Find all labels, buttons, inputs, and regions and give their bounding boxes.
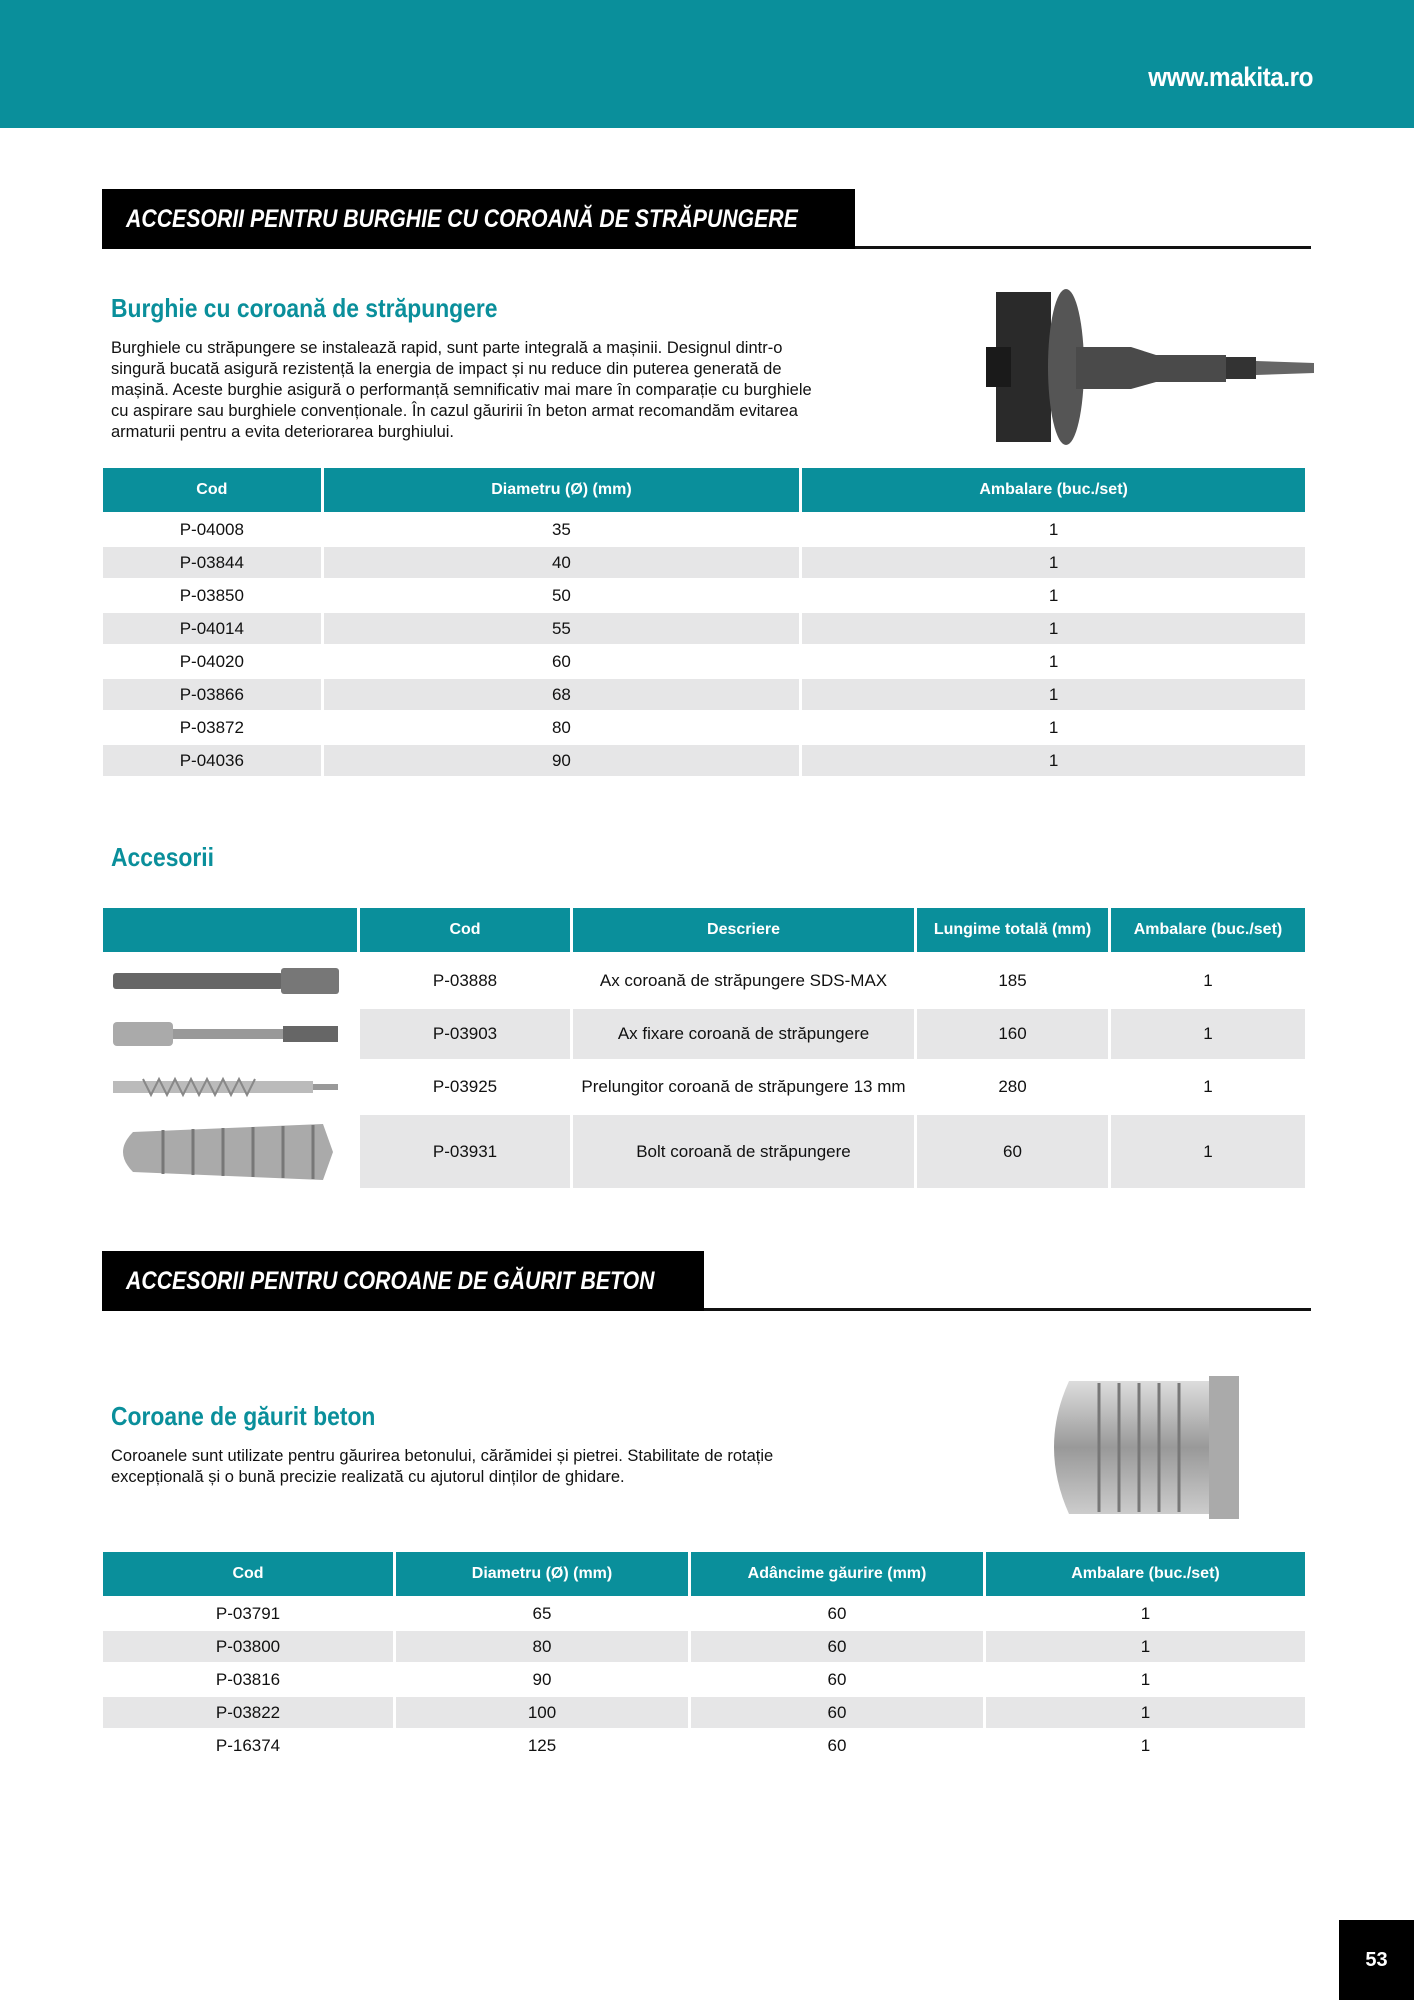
table-cell: P-03822 [103, 1697, 393, 1728]
table-cell: 100 [396, 1697, 688, 1728]
table-row [103, 514, 1305, 545]
table-cell: 35 [551, 519, 571, 539]
table-row [103, 1697, 1305, 1728]
accessory-image [103, 1115, 357, 1188]
table-cell: 68 [324, 679, 800, 710]
table-cell: P-04008 [179, 519, 244, 539]
table-cell: P-03791 [215, 1603, 281, 1623]
accessory-image [103, 1061, 357, 1113]
table-cell: Prelungitor coroană de străpungere 13 mm [581, 1077, 906, 1096]
table-cell: 65 [532, 1603, 552, 1623]
table-row [103, 1061, 1305, 1113]
column-header: Ambalare (buc./set) [802, 468, 1305, 512]
table-cell: 60 [827, 1735, 847, 1755]
piercing-bits-table [100, 466, 1308, 778]
column-header: Diametru (Ø) (mm) [396, 1552, 688, 1596]
table-cell: 1 [1048, 519, 1059, 539]
table-row [103, 1009, 1305, 1059]
column-header: Cod [103, 1552, 393, 1596]
column-header: Adâncime găurire (mm) [691, 1552, 983, 1596]
table-cell: P-03888 [432, 970, 498, 990]
divider [855, 246, 1311, 249]
table-cell: P-03925 [432, 1077, 498, 1096]
section-title-piercing: Burghie cu coroană de străpungere [111, 293, 498, 323]
accessory-image [103, 1009, 357, 1059]
column-header: Cod [360, 908, 570, 952]
table-cell: 160 [917, 1009, 1108, 1059]
website-url[interactable]: www.makita.ro [1148, 62, 1313, 92]
table-cell: 60 [917, 1115, 1108, 1188]
table-cell: 1 [986, 1631, 1305, 1662]
table-cell: 1 [1111, 1115, 1305, 1188]
column-header: Lungime totală (mm) [917, 908, 1108, 952]
table-row [103, 1631, 1305, 1662]
table-row [103, 712, 1305, 743]
table-row [103, 580, 1305, 611]
table-cell: 280 [998, 1077, 1027, 1096]
table-cell: 80 [396, 1631, 688, 1662]
table-cell: P-03844 [103, 547, 321, 578]
table-cell: Ax coroană de străpungere SDS-MAX [599, 970, 888, 990]
table-row [103, 1664, 1305, 1695]
piercing-core-bit-image [956, 287, 1316, 447]
table-row [103, 547, 1305, 578]
table-cell: 1 [802, 679, 1305, 710]
table-cell: 1 [1048, 585, 1059, 605]
concrete-core-bits-table [100, 1550, 1308, 1763]
table-row [103, 954, 1305, 1007]
table-cell: P-16374 [215, 1735, 281, 1755]
table-cell: 60 [827, 1603, 847, 1623]
table-cell: 90 [324, 745, 800, 776]
column-header [103, 908, 357, 952]
table-cell: 1 [1140, 1735, 1151, 1755]
table-row [103, 1730, 1305, 1761]
table-row [103, 1598, 1305, 1629]
table-cell: Bolt coroană de străpungere [573, 1115, 914, 1188]
table-cell: 50 [551, 585, 571, 605]
table-cell: 60 [827, 1669, 847, 1689]
accessories-table [100, 906, 1308, 1190]
table-row [103, 613, 1305, 644]
section-banner-concrete: ACCESORII PENTRU COROANE DE GĂURIT BETON [102, 1251, 704, 1311]
section-title-accessories: Accesorii [111, 842, 215, 872]
section-banner-piercing: ACCESORII PENTRU BURGHIE CU COROANĂ DE STRĂPUNGERE [102, 189, 855, 249]
table-cell: P-03931 [360, 1115, 570, 1188]
table-cell: 1 [1111, 1009, 1305, 1059]
header-bar [0, 0, 1414, 128]
table-cell: 60 [691, 1631, 983, 1662]
table-cell: 1 [802, 745, 1305, 776]
table-cell: 40 [324, 547, 800, 578]
column-header: Ambalare (buc./set) [1111, 908, 1305, 952]
table-row [103, 745, 1305, 776]
description-concrete: Coroanele sunt utilizate pentru găurirea betonului, cărămidei și pietrei. Stabilitate de rotație excepțională și o bună precizie realizată cu ajutorul dinților de ghidare. [111, 1447, 774, 1486]
table-cell: P-04036 [103, 745, 321, 776]
table-cell: 1 [1048, 717, 1059, 737]
table-cell: P-03866 [103, 679, 321, 710]
table-cell: 80 [551, 717, 571, 737]
table-cell: Ax fixare coroană de străpungere [573, 1009, 914, 1059]
table-cell: 60 [691, 1697, 983, 1728]
table-cell: P-03903 [360, 1009, 570, 1059]
table-cell: 1 [802, 613, 1305, 644]
table-cell: 1 [1140, 1603, 1151, 1623]
table-cell: 1 [1203, 970, 1213, 990]
accessory-image [103, 954, 357, 1007]
table-cell: 1 [986, 1697, 1305, 1728]
table-cell: 1 [802, 547, 1305, 578]
table-cell: P-03816 [215, 1669, 281, 1689]
table-cell: 90 [532, 1669, 552, 1689]
table-row [103, 646, 1305, 677]
column-header: Cod [103, 468, 321, 512]
section-title-concrete: Coroane de găurit beton [111, 1401, 376, 1431]
column-header: Ambalare (buc./set) [986, 1552, 1305, 1596]
concrete-core-bit-image [1039, 1371, 1244, 1524]
table-cell: 55 [324, 613, 800, 644]
table-cell: P-04014 [103, 613, 321, 644]
description-piercing: Burghiele cu străpungere se instalează rapid, sunt parte integrală a mașinii. Designul dintr-o singură bucată asigură rezistență la energia de impact și nu reduce din puterea generată de mașină. Aceste burghie asigură o performanță semnificativ mai mare în comparație cu burghiele cu aspirare sau burghiele convenționale. În cazul găuririi în beton armat recomandăm evitarea armaturii pentru a evita deteriorarea burghiului. [111, 339, 812, 441]
table-row [103, 679, 1305, 710]
column-header: Diametru (Ø) (mm) [324, 468, 800, 512]
table-cell: 1 [1203, 1077, 1213, 1096]
table-cell: 1 [1048, 651, 1059, 671]
table-cell: P-03850 [179, 585, 244, 605]
table-cell: 185 [998, 970, 1027, 990]
table-cell: 60 [551, 651, 571, 671]
divider [704, 1308, 1311, 1311]
table-cell: P-03800 [103, 1631, 393, 1662]
table-cell: 125 [527, 1735, 557, 1755]
table-cell: 1 [1140, 1669, 1151, 1689]
page-number: 53 [1339, 1920, 1414, 2000]
table-cell: P-03872 [179, 717, 244, 737]
table-cell: P-04020 [179, 651, 244, 671]
column-header: Descriere [573, 908, 914, 952]
table-row [103, 1115, 1305, 1188]
